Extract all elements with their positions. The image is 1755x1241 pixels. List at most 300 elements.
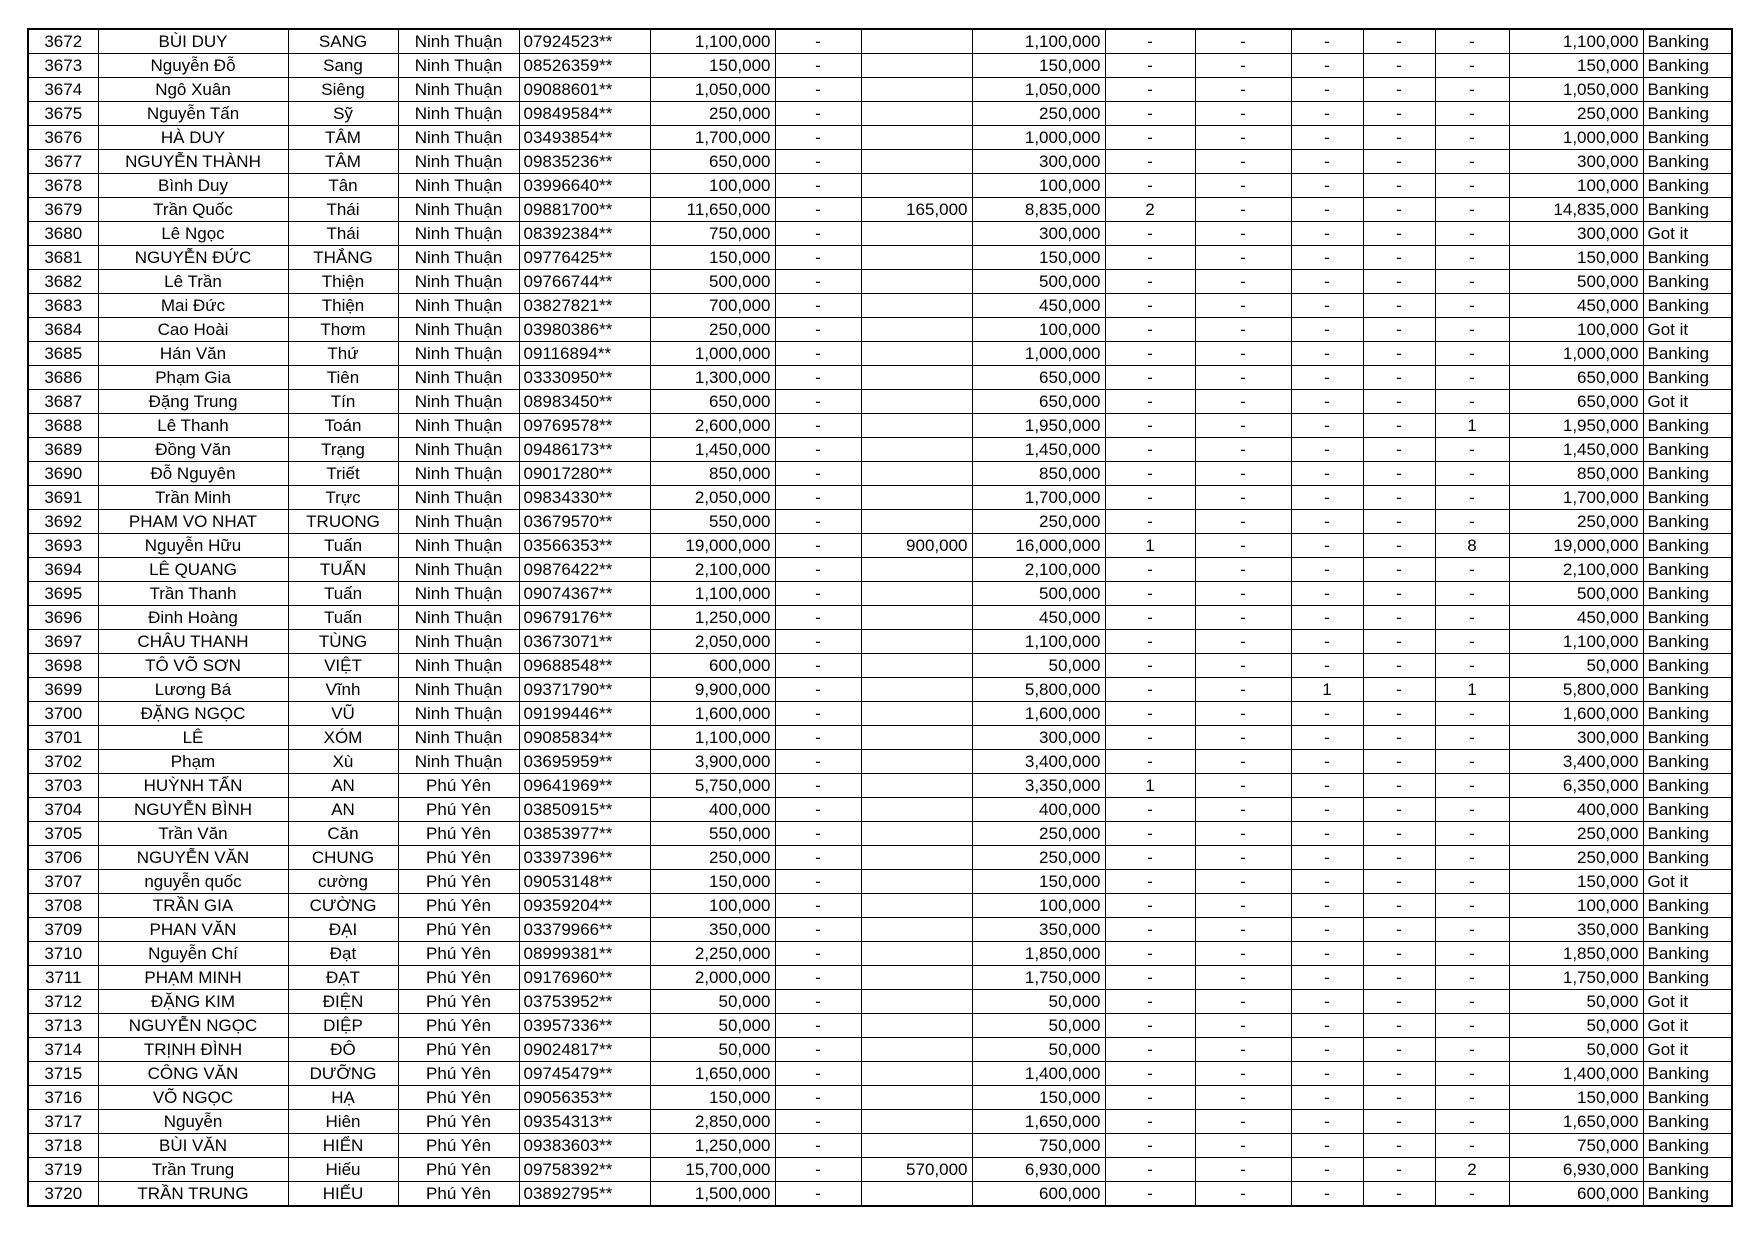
province-cell: Phú Yên bbox=[398, 894, 519, 918]
count-e-cell: - bbox=[1435, 894, 1509, 918]
amount-cell: 1,000,000 bbox=[650, 342, 775, 366]
row-number: 3711 bbox=[28, 966, 98, 990]
amount-cell: 750,000 bbox=[650, 222, 775, 246]
paid-amount-cell: 1,050,000 bbox=[972, 78, 1105, 102]
payment-method-cell: Banking bbox=[1643, 678, 1732, 702]
phone-cell: 09745479** bbox=[519, 1062, 650, 1086]
count-b-cell: - bbox=[1195, 222, 1291, 246]
given-name-cell: Sỹ bbox=[288, 102, 398, 126]
table-row bbox=[28, 318, 1732, 342]
given-name-cell: Tiên bbox=[288, 366, 398, 390]
table-row bbox=[28, 606, 1732, 630]
count-d-cell: - bbox=[1363, 366, 1435, 390]
province-cell: Ninh Thuận bbox=[398, 126, 519, 150]
count-c-cell: - bbox=[1291, 534, 1363, 558]
payment-method-cell: Banking bbox=[1643, 438, 1732, 462]
count-d-cell: - bbox=[1363, 966, 1435, 990]
amount-cell: 650,000 bbox=[650, 390, 775, 414]
surname-cell: TRẦN GIA bbox=[98, 894, 288, 918]
count-c-cell: - bbox=[1291, 798, 1363, 822]
count-b-cell: - bbox=[1195, 798, 1291, 822]
paid-amount-cell: 250,000 bbox=[972, 822, 1105, 846]
total-cell: 150,000 bbox=[1509, 54, 1643, 78]
bonus-cell bbox=[861, 1014, 972, 1038]
count-d-cell: - bbox=[1363, 534, 1435, 558]
dash-cell: - bbox=[775, 486, 861, 510]
count-d-cell: - bbox=[1363, 702, 1435, 726]
dash-cell: - bbox=[775, 390, 861, 414]
dash-cell: - bbox=[775, 702, 861, 726]
row-number: 3716 bbox=[28, 1086, 98, 1110]
dash-cell: - bbox=[775, 630, 861, 654]
count-d-cell: - bbox=[1363, 390, 1435, 414]
payment-method-cell: Banking bbox=[1643, 1158, 1732, 1182]
count-d-cell: - bbox=[1363, 102, 1435, 126]
province-cell: Ninh Thuận bbox=[398, 342, 519, 366]
surname-cell: NGUYỄN THÀNH bbox=[98, 150, 288, 174]
dash-cell: - bbox=[775, 726, 861, 750]
row-number: 3719 bbox=[28, 1158, 98, 1182]
given-name-cell: HIẾU bbox=[288, 1182, 398, 1207]
row-number: 3704 bbox=[28, 798, 98, 822]
table-row bbox=[28, 150, 1732, 174]
count-c-cell: - bbox=[1291, 1062, 1363, 1086]
amount-cell: 1,600,000 bbox=[650, 702, 775, 726]
surname-cell: Bình Duy bbox=[98, 174, 288, 198]
total-cell: 1,450,000 bbox=[1509, 438, 1643, 462]
count-d-cell: - bbox=[1363, 1062, 1435, 1086]
province-cell: Ninh Thuận bbox=[398, 222, 519, 246]
bonus-cell bbox=[861, 318, 972, 342]
count-c-cell: - bbox=[1291, 414, 1363, 438]
count-b-cell: - bbox=[1195, 102, 1291, 126]
total-cell: 6,930,000 bbox=[1509, 1158, 1643, 1182]
province-cell: Ninh Thuận bbox=[398, 390, 519, 414]
bonus-cell: 900,000 bbox=[861, 534, 972, 558]
total-cell: 1,000,000 bbox=[1509, 342, 1643, 366]
payment-method-cell: Banking bbox=[1643, 846, 1732, 870]
phone-cell: 09679176** bbox=[519, 606, 650, 630]
total-cell: 150,000 bbox=[1509, 1086, 1643, 1110]
count-d-cell: - bbox=[1363, 198, 1435, 222]
surname-cell: TÔ VÕ SƠN bbox=[98, 654, 288, 678]
amount-cell: 250,000 bbox=[650, 102, 775, 126]
count-d-cell: - bbox=[1363, 942, 1435, 966]
count-c-cell: - bbox=[1291, 558, 1363, 582]
table-row bbox=[28, 486, 1732, 510]
payment-method-cell: Banking bbox=[1643, 54, 1732, 78]
count-e-cell: - bbox=[1435, 1062, 1509, 1086]
paid-amount-cell: 250,000 bbox=[972, 510, 1105, 534]
province-cell: Ninh Thuận bbox=[398, 78, 519, 102]
province-cell: Ninh Thuận bbox=[398, 678, 519, 702]
given-name-cell: TÂM bbox=[288, 150, 398, 174]
surname-cell: Nguyễn Đỗ bbox=[98, 54, 288, 78]
table-row bbox=[28, 270, 1732, 294]
dash-cell: - bbox=[775, 942, 861, 966]
payment-method-cell: Got it bbox=[1643, 1038, 1732, 1062]
table-row bbox=[28, 54, 1732, 78]
phone-cell: 09876422** bbox=[519, 558, 650, 582]
row-number: 3710 bbox=[28, 942, 98, 966]
count-b-cell: - bbox=[1195, 846, 1291, 870]
province-cell: Ninh Thuận bbox=[398, 534, 519, 558]
table-row bbox=[28, 1134, 1732, 1158]
given-name-cell: Trạng bbox=[288, 438, 398, 462]
payment-method-cell: Banking bbox=[1643, 1110, 1732, 1134]
bonus-cell bbox=[861, 870, 972, 894]
phone-cell: 09834330** bbox=[519, 486, 650, 510]
table-row bbox=[28, 1038, 1732, 1062]
given-name-cell: HẠ bbox=[288, 1086, 398, 1110]
table-row bbox=[28, 198, 1732, 222]
count-b-cell: - bbox=[1195, 534, 1291, 558]
phone-cell: 09056353** bbox=[519, 1086, 650, 1110]
table-row bbox=[28, 966, 1732, 990]
paid-amount-cell: 300,000 bbox=[972, 222, 1105, 246]
province-cell: Ninh Thuận bbox=[398, 318, 519, 342]
dash-cell: - bbox=[775, 1158, 861, 1182]
bonus-cell bbox=[861, 150, 972, 174]
bonus-cell bbox=[861, 1038, 972, 1062]
province-cell: Phú Yên bbox=[398, 1110, 519, 1134]
payment-method-cell: Banking bbox=[1643, 630, 1732, 654]
count-e-cell: - bbox=[1435, 390, 1509, 414]
bonus-cell bbox=[861, 654, 972, 678]
count-d-cell: - bbox=[1363, 1086, 1435, 1110]
count-e-cell: - bbox=[1435, 582, 1509, 606]
given-name-cell: CƯỜNG bbox=[288, 894, 398, 918]
count-d-cell: - bbox=[1363, 582, 1435, 606]
count-e-cell: - bbox=[1435, 486, 1509, 510]
province-cell: Ninh Thuận bbox=[398, 726, 519, 750]
bonus-cell bbox=[861, 750, 972, 774]
surname-cell: Cao Hoài bbox=[98, 318, 288, 342]
given-name-cell: TRUONG bbox=[288, 510, 398, 534]
payment-method-cell: Banking bbox=[1643, 894, 1732, 918]
amount-cell: 500,000 bbox=[650, 270, 775, 294]
total-cell: 1,750,000 bbox=[1509, 966, 1643, 990]
province-cell: Phú Yên bbox=[398, 1086, 519, 1110]
count-a-cell: - bbox=[1105, 342, 1195, 366]
amount-cell: 150,000 bbox=[650, 54, 775, 78]
count-e-cell: - bbox=[1435, 54, 1509, 78]
count-c-cell: - bbox=[1291, 150, 1363, 174]
count-d-cell: - bbox=[1363, 894, 1435, 918]
paid-amount-cell: 150,000 bbox=[972, 54, 1105, 78]
count-d-cell: - bbox=[1363, 318, 1435, 342]
count-b-cell: - bbox=[1195, 630, 1291, 654]
phone-cell: 08999381** bbox=[519, 942, 650, 966]
count-b-cell: - bbox=[1195, 990, 1291, 1014]
dash-cell: - bbox=[775, 29, 861, 54]
payment-method-cell: Banking bbox=[1643, 1182, 1732, 1207]
total-cell: 150,000 bbox=[1509, 870, 1643, 894]
total-cell: 250,000 bbox=[1509, 102, 1643, 126]
count-a-cell: - bbox=[1105, 606, 1195, 630]
payment-method-cell: Banking bbox=[1643, 1062, 1732, 1086]
count-a-cell: - bbox=[1105, 1110, 1195, 1134]
count-e-cell: - bbox=[1435, 774, 1509, 798]
count-e-cell: - bbox=[1435, 318, 1509, 342]
count-a-cell: - bbox=[1105, 222, 1195, 246]
table-row bbox=[28, 870, 1732, 894]
given-name-cell: Tuấn bbox=[288, 582, 398, 606]
payment-method-cell: Got it bbox=[1643, 390, 1732, 414]
table-row bbox=[28, 918, 1732, 942]
count-b-cell: - bbox=[1195, 918, 1291, 942]
bonus-cell bbox=[861, 54, 972, 78]
total-cell: 350,000 bbox=[1509, 918, 1643, 942]
paid-amount-cell: 1,000,000 bbox=[972, 126, 1105, 150]
table-row bbox=[28, 702, 1732, 726]
amount-cell: 2,000,000 bbox=[650, 966, 775, 990]
dash-cell: - bbox=[775, 870, 861, 894]
total-cell: 150,000 bbox=[1509, 246, 1643, 270]
surname-cell: Lương Bá bbox=[98, 678, 288, 702]
count-d-cell: - bbox=[1363, 126, 1435, 150]
paid-amount-cell: 1,600,000 bbox=[972, 702, 1105, 726]
table-row bbox=[28, 414, 1732, 438]
phone-cell: 03379966** bbox=[519, 918, 650, 942]
count-a-cell: - bbox=[1105, 558, 1195, 582]
province-cell: Ninh Thuận bbox=[398, 102, 519, 126]
data-table bbox=[27, 28, 1733, 1207]
given-name-cell: Vĩnh bbox=[288, 678, 398, 702]
row-number: 3689 bbox=[28, 438, 98, 462]
surname-cell: Trần Văn bbox=[98, 822, 288, 846]
count-a-cell: - bbox=[1105, 150, 1195, 174]
phone-cell: 03892795** bbox=[519, 1182, 650, 1207]
payment-method-cell: Banking bbox=[1643, 414, 1732, 438]
dash-cell: - bbox=[775, 438, 861, 462]
bonus-cell bbox=[861, 630, 972, 654]
province-cell: Phú Yên bbox=[398, 918, 519, 942]
row-number: 3703 bbox=[28, 774, 98, 798]
count-b-cell: - bbox=[1195, 558, 1291, 582]
row-number: 3720 bbox=[28, 1182, 98, 1207]
payment-method-cell: Banking bbox=[1643, 750, 1732, 774]
count-c-cell: - bbox=[1291, 390, 1363, 414]
count-c-cell: - bbox=[1291, 366, 1363, 390]
paid-amount-cell: 650,000 bbox=[972, 390, 1105, 414]
bonus-cell bbox=[861, 678, 972, 702]
count-e-cell: - bbox=[1435, 150, 1509, 174]
table-row bbox=[28, 1110, 1732, 1134]
count-d-cell: - bbox=[1363, 342, 1435, 366]
given-name-cell: TUẤN bbox=[288, 558, 398, 582]
surname-cell: ĐẶNG NGỌC bbox=[98, 702, 288, 726]
count-a-cell: - bbox=[1105, 990, 1195, 1014]
phone-cell: 03695959** bbox=[519, 750, 650, 774]
row-number: 3698 bbox=[28, 654, 98, 678]
paid-amount-cell: 850,000 bbox=[972, 462, 1105, 486]
surname-cell: TRẦN TRUNG bbox=[98, 1182, 288, 1207]
given-name-cell: Thơm bbox=[288, 318, 398, 342]
payment-method-cell: Banking bbox=[1643, 510, 1732, 534]
surname-cell: LÊ QUANG bbox=[98, 558, 288, 582]
surname-cell: Đặng Trung bbox=[98, 390, 288, 414]
total-cell: 50,000 bbox=[1509, 1038, 1643, 1062]
amount-cell: 50,000 bbox=[650, 1014, 775, 1038]
count-a-cell: 2 bbox=[1105, 198, 1195, 222]
paid-amount-cell: 250,000 bbox=[972, 846, 1105, 870]
count-a-cell: - bbox=[1105, 726, 1195, 750]
paid-amount-cell: 750,000 bbox=[972, 1134, 1105, 1158]
province-cell: Phú Yên bbox=[398, 846, 519, 870]
paid-amount-cell: 150,000 bbox=[972, 1086, 1105, 1110]
phone-cell: 09074367** bbox=[519, 582, 650, 606]
count-a-cell: - bbox=[1105, 1038, 1195, 1062]
phone-cell: 03980386** bbox=[519, 318, 650, 342]
bonus-cell bbox=[861, 390, 972, 414]
paid-amount-cell: 150,000 bbox=[972, 870, 1105, 894]
table-row bbox=[28, 774, 1732, 798]
count-a-cell: - bbox=[1105, 1062, 1195, 1086]
bonus-cell bbox=[861, 78, 972, 102]
total-cell: 450,000 bbox=[1509, 294, 1643, 318]
phone-cell: 03679570** bbox=[519, 510, 650, 534]
payment-method-cell: Banking bbox=[1643, 726, 1732, 750]
count-a-cell: - bbox=[1105, 462, 1195, 486]
dash-cell: - bbox=[775, 606, 861, 630]
bonus-cell bbox=[861, 366, 972, 390]
table-row bbox=[28, 846, 1732, 870]
dash-cell: - bbox=[775, 462, 861, 486]
surname-cell: Trần Thanh bbox=[98, 582, 288, 606]
count-c-cell: - bbox=[1291, 918, 1363, 942]
amount-cell: 2,050,000 bbox=[650, 630, 775, 654]
count-d-cell: - bbox=[1363, 726, 1435, 750]
given-name-cell: HIỂN bbox=[288, 1134, 398, 1158]
amount-cell: 1,100,000 bbox=[650, 29, 775, 54]
count-a-cell: - bbox=[1105, 1182, 1195, 1207]
paid-amount-cell: 1,450,000 bbox=[972, 438, 1105, 462]
total-cell: 1,000,000 bbox=[1509, 126, 1643, 150]
amount-cell: 100,000 bbox=[650, 174, 775, 198]
surname-cell: Trần Minh bbox=[98, 486, 288, 510]
count-b-cell: - bbox=[1195, 870, 1291, 894]
province-cell: Phú Yên bbox=[398, 798, 519, 822]
amount-cell: 650,000 bbox=[650, 150, 775, 174]
paid-amount-cell: 2,100,000 bbox=[972, 558, 1105, 582]
bonus-cell bbox=[861, 846, 972, 870]
amount-cell: 700,000 bbox=[650, 294, 775, 318]
count-e-cell: - bbox=[1435, 1110, 1509, 1134]
count-c-cell: - bbox=[1291, 822, 1363, 846]
paid-amount-cell: 50,000 bbox=[972, 990, 1105, 1014]
given-name-cell: VŨ bbox=[288, 702, 398, 726]
dash-cell: - bbox=[775, 678, 861, 702]
dash-cell: - bbox=[775, 510, 861, 534]
surname-cell: NGUYỄN NGỌC bbox=[98, 1014, 288, 1038]
given-name-cell: Toán bbox=[288, 414, 398, 438]
count-d-cell: - bbox=[1363, 606, 1435, 630]
given-name-cell: Hiếu bbox=[288, 1158, 398, 1182]
count-b-cell: - bbox=[1195, 1158, 1291, 1182]
table-row bbox=[28, 222, 1732, 246]
bonus-cell bbox=[861, 894, 972, 918]
given-name-cell: ĐIỆN bbox=[288, 990, 398, 1014]
count-b-cell: - bbox=[1195, 726, 1291, 750]
bonus-cell bbox=[861, 1110, 972, 1134]
bonus-cell bbox=[861, 294, 972, 318]
phone-cell: 03493854** bbox=[519, 126, 650, 150]
count-e-cell: - bbox=[1435, 942, 1509, 966]
row-number: 3697 bbox=[28, 630, 98, 654]
phone-cell: 03753952** bbox=[519, 990, 650, 1014]
paid-amount-cell: 5,800,000 bbox=[972, 678, 1105, 702]
count-b-cell: - bbox=[1195, 414, 1291, 438]
total-cell: 750,000 bbox=[1509, 1134, 1643, 1158]
total-cell: 1,950,000 bbox=[1509, 414, 1643, 438]
count-c-cell: - bbox=[1291, 1158, 1363, 1182]
count-b-cell: - bbox=[1195, 1014, 1291, 1038]
count-a-cell: - bbox=[1105, 822, 1195, 846]
count-a-cell: - bbox=[1105, 582, 1195, 606]
paid-amount-cell: 150,000 bbox=[972, 246, 1105, 270]
count-b-cell: - bbox=[1195, 510, 1291, 534]
count-d-cell: - bbox=[1363, 270, 1435, 294]
bonus-cell bbox=[861, 414, 972, 438]
total-cell: 1,100,000 bbox=[1509, 29, 1643, 54]
row-number: 3700 bbox=[28, 702, 98, 726]
count-a-cell: - bbox=[1105, 750, 1195, 774]
paid-amount-cell: 16,000,000 bbox=[972, 534, 1105, 558]
table-row bbox=[28, 438, 1732, 462]
count-c-cell: - bbox=[1291, 1182, 1363, 1207]
count-d-cell: - bbox=[1363, 822, 1435, 846]
given-name-cell: Thứ bbox=[288, 342, 398, 366]
table-row bbox=[28, 29, 1732, 54]
payment-method-cell: Banking bbox=[1643, 798, 1732, 822]
total-cell: 1,650,000 bbox=[1509, 1110, 1643, 1134]
bonus-cell bbox=[861, 942, 972, 966]
paid-amount-cell: 600,000 bbox=[972, 1182, 1105, 1207]
amount-cell: 3,900,000 bbox=[650, 750, 775, 774]
bonus-cell bbox=[861, 462, 972, 486]
count-b-cell: - bbox=[1195, 462, 1291, 486]
total-cell: 3,400,000 bbox=[1509, 750, 1643, 774]
count-a-cell: - bbox=[1105, 1014, 1195, 1038]
paid-amount-cell: 100,000 bbox=[972, 894, 1105, 918]
row-number: 3679 bbox=[28, 198, 98, 222]
count-d-cell: - bbox=[1363, 1182, 1435, 1207]
count-a-cell: - bbox=[1105, 654, 1195, 678]
dash-cell: - bbox=[775, 1086, 861, 1110]
total-cell: 50,000 bbox=[1509, 990, 1643, 1014]
surname-cell: CHÂU THANH bbox=[98, 630, 288, 654]
phone-cell: 09371790** bbox=[519, 678, 650, 702]
phone-cell: 08392384** bbox=[519, 222, 650, 246]
paid-amount-cell: 50,000 bbox=[972, 654, 1105, 678]
row-number: 3690 bbox=[28, 462, 98, 486]
phone-cell: 03996640** bbox=[519, 174, 650, 198]
count-a-cell: - bbox=[1105, 29, 1195, 54]
province-cell: Ninh Thuận bbox=[398, 462, 519, 486]
amount-cell: 15,700,000 bbox=[650, 1158, 775, 1182]
payment-method-cell: Banking bbox=[1643, 654, 1732, 678]
phone-cell: 09766744** bbox=[519, 270, 650, 294]
count-a-cell: - bbox=[1105, 366, 1195, 390]
count-e-cell: - bbox=[1435, 294, 1509, 318]
phone-cell: 09835236** bbox=[519, 150, 650, 174]
province-cell: Ninh Thuận bbox=[398, 582, 519, 606]
province-cell: Ninh Thuận bbox=[398, 438, 519, 462]
amount-cell: 150,000 bbox=[650, 1086, 775, 1110]
surname-cell: Nguyễn bbox=[98, 1110, 288, 1134]
given-name-cell: Siêng bbox=[288, 78, 398, 102]
